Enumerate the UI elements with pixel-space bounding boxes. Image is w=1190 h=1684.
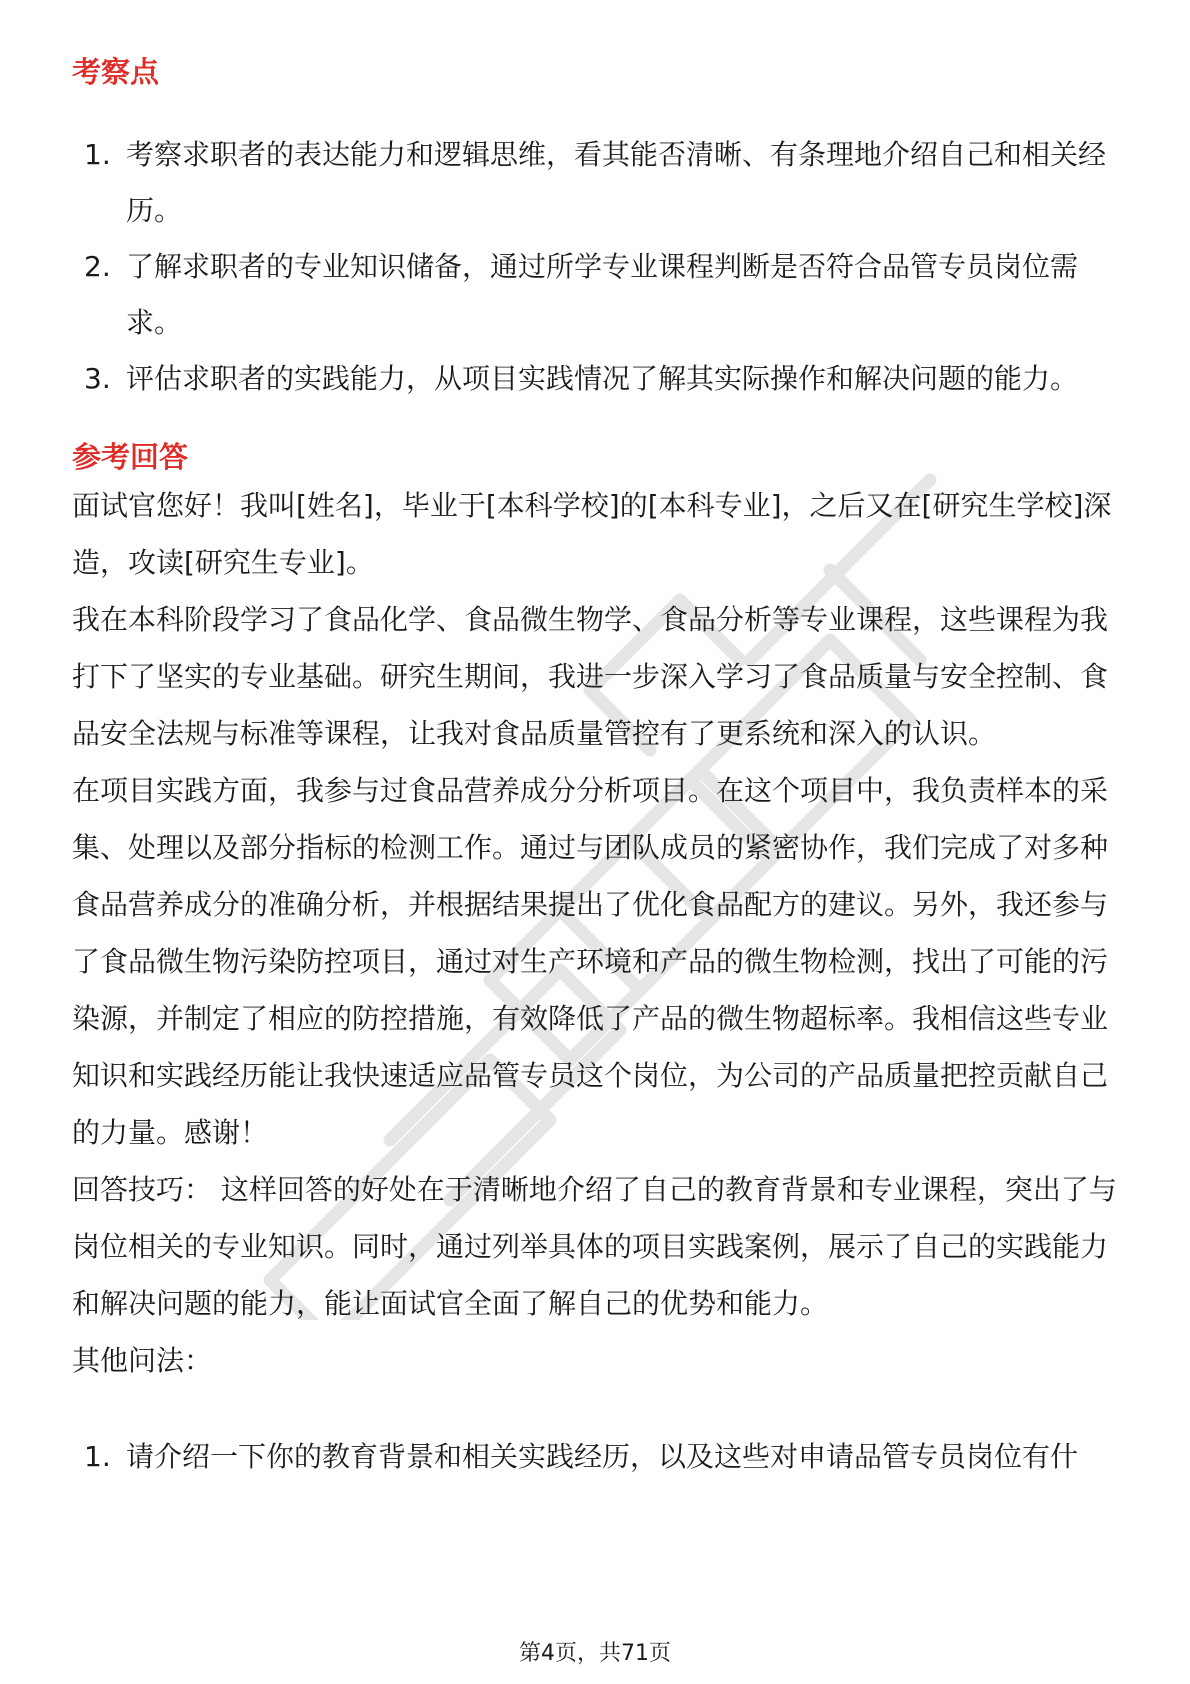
paragraph-coursework: 我在本科阶段学习了食品化学、食品微生物学、食品分析等专业课程，这些课程为我打下了坚实的专业基础。研究生期间，我进一步深入学习了食品质量与安全控制、食品安全法规与标准等课程，让我对食品质量管控有了更系统和深入的认识。	[72, 603, 1109, 750]
other-questions-list	[72, 1429, 1122, 1485]
exam-points-list	[72, 127, 1122, 407]
page-number-footer: 第4页，共71页	[519, 1641, 671, 1666]
list-item-text: 考察求职者的表达能力和逻辑思维，看其能否清晰、有条理地介绍自己和相关经历。	[126, 138, 1107, 227]
list-item-number: 1.	[84, 138, 111, 171]
list-item-text: 了解求职者的专业知识储备，通过所学专业课程判断是否符合品管专员岗位需求。	[126, 250, 1079, 339]
list-item-text: 评估求职者的实践能力，从项目实践情况了解其实际操作和解决问题的能力。	[126, 362, 1079, 395]
list-item	[72, 1429, 1122, 1485]
paragraph-answer-tips: 回答技巧： 这样回答的好处在于清晰地介绍了自己的教育背景和专业课程，突出了与岗位相关的专业知识。同时，通过列举具体的项目实践案例，展示了自己的实践能力和解决问题的能力，能让面试官全面了解自己的优势和能力。	[72, 1173, 1117, 1320]
list-item	[72, 239, 1122, 351]
content-area	[72, 52, 1122, 1485]
list-item	[72, 127, 1122, 239]
list-item-number: 3.	[84, 362, 111, 395]
section-heading-exam-points: 考察点	[72, 55, 160, 89]
paragraph-introduction: 面试官您好！我叫[姓名]，毕业于[本科学校]的[本科专业]，之后又在[研究生学校]深造，攻读[研究生专业]。	[72, 489, 1112, 579]
list-item	[72, 351, 1122, 407]
paragraph-projects: 在项目实践方面，我参与过食品营养成分分析项目。在这个项目中，我负责样本的采集、处理以及部分指标的检测工作。通过与团队成员的紧密协作，我们完成了对多种食品营养成分的准确分析，并根据结果提出了优化食品配方的建议。另外，我还参与了食品微生物污染防控项目，通过对生产环境和产品的微生物检测，找出了可能的污染源，并制定了相应的防控措施，有效降低了产品的微生物超标率。我相信这些专业知识和实践经历能让我快速适应品管专员这个岗位，为公司的产品质量把控贡献自己的力量。感谢！	[72, 774, 1109, 1149]
list-item-text: 请介绍一下你的教育背景和相关实践经历，以及这些对申请品管专员岗位有什	[126, 1440, 1079, 1473]
list-item-number: 2.	[84, 250, 111, 283]
paragraph-other-questions-label: 其他问法：	[72, 1344, 213, 1377]
list-item-number: 1.	[84, 1440, 111, 1473]
section-heading-reference-answer: 参考回答	[72, 440, 189, 474]
